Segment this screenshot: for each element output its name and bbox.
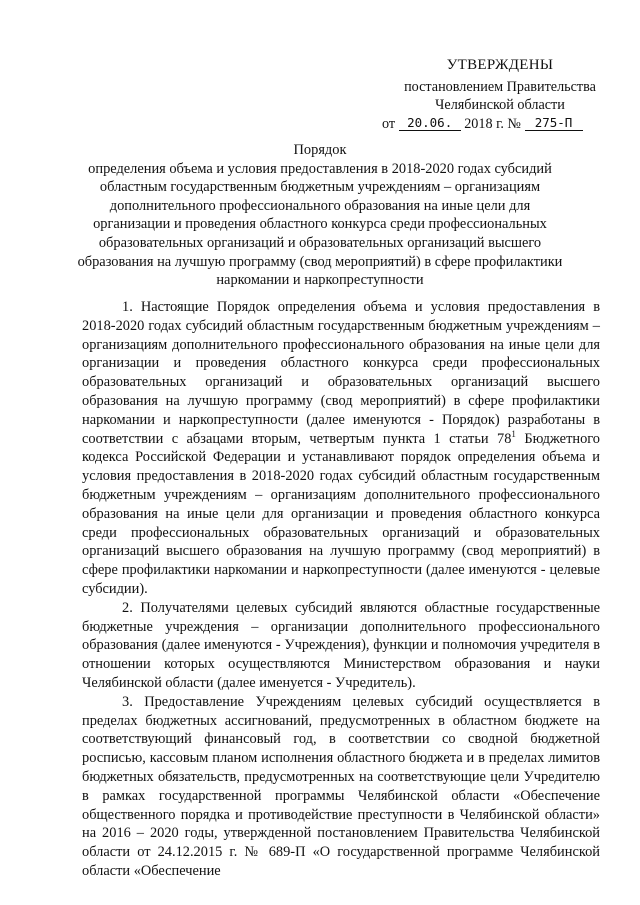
approval-line-1: постановлением Правительства (404, 78, 596, 95)
paragraph-3: 3. Предоставление Учреждениям целевых субсидий осуществляется в пределах бюджетных ассигнований, предусмотренных в областном бюджете на соответствующий финансовый год, в соответствии со сводной бюджетной росписью, кассовым планом исполнения областного бюджета и в пределах лимитов бюджетных обязательств, предусмотренных на соответствующие цели Учредителю в рамках государственной программы Челябинской области «Обеспечение общественного порядка и противодействие преступности в Челябинской области» на 2016 – 2020 годы, утвержденной постановлением Правительства Челябинской области от 24.12.2015 г. № 689-П «О государственной программе Челябинской области «Обеспечение (82, 693, 600, 879)
handwritten-date: 20.06. (399, 116, 461, 131)
article-superscript: 1 (511, 428, 516, 439)
paragraph-1 (82, 298, 600, 599)
paragraph-1-end: Бюджетного кодекса Российской Федерации и устанавливают порядок определения объема и условия предоставления в 2018-2020 годах субсидий областным государственным бюджетным учреждениям – организациям дополнительного профессионального образования на иные цели для организации и проведения областного конкурса среди профессиональных образовательных организаций и образовательных организаций высшего образования на лучшую программу (свод мероприятий) в сфере профилактики наркомании и наркопреступности (далее именуются - целевые субсидии). (82, 430, 600, 597)
paragraph-2: 2. Получателями целевых субсидий являются областные государственные бюджетные учреждения – организации дополнительного профессионального образования (далее именуются - Учреждения), функции и полномочия учредителя в отношении которых осуществляются Министерством образования и науки Челябинской области (далее именуется - Учредитель). (82, 599, 600, 691)
approval-line-2: Челябинской области (435, 97, 565, 113)
document-heading (70, 141, 570, 290)
approval-block (380, 56, 620, 133)
approval-date-line (380, 115, 620, 134)
heading-title: Порядок (293, 142, 347, 158)
handwritten-number: 275-П (525, 116, 583, 131)
date-prefix: от (382, 115, 396, 132)
document-body (82, 298, 600, 881)
paragraph-1-start: 1. Настоящие Порядок определения объема и условия предоставления в 2018-2020 годах субсидий областным государственным бюджетным учреждениям – организациям дополнительного профессионального образования на иные цели для организации и проведения областного конкурса среди профессиональных образовательных организаций и образовательных организаций высшего образования на лучшую программу (свод мероприятий) в сфере профилактики наркомании и наркопреступности (далее именуются - Порядок) разработаны в соответствии с абзацами вторым, четвертым пункта 1 статьи 78 (82, 299, 600, 447)
year-text: 2018 г. № (464, 115, 521, 132)
heading-subtitle: определения объема и условия предоставления в 2018-2020 годах субсидий областным государственным бюджетным учреждениям – организациям дополнительного профессионального образования на иные цели для организации и проведения областного конкурса среди профессиональных образовательных организаций и образовательных организаций высшего образования на лучшую программу (свод мероприятий) в сфере профилактики наркомании и наркопреступности (77, 160, 563, 289)
approval-title: УТВЕРЖДЕНЫ (446, 57, 554, 73)
